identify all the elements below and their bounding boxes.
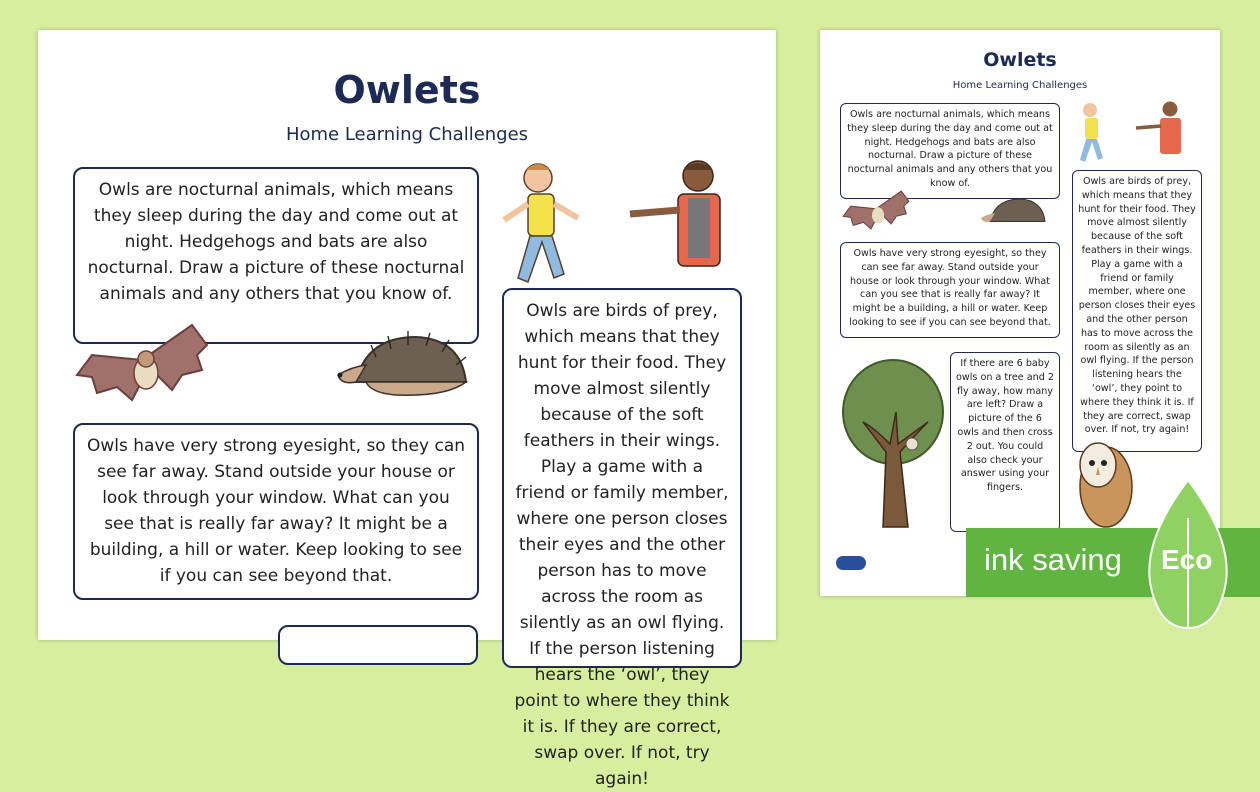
- nocturnal-text-box: Owls are nocturnal animals, which means they sleep during the day and come out at night. Hedgehogs and bats are also nocturnal. Draw a picture of these nocturnal animals and any others that you know of.: [73, 167, 479, 344]
- bottom-box-partial: [278, 625, 478, 665]
- prey-text-box: Owls are birds of prey, which means that they hunt for their food. They move almost silently because of the soft feathers in their wings. Play a game with a friend or family member, where one person closes their eyes and the other person has to move across the room as silently as an owl flying. If the person listening hears the ‘owl’, they point to where they think it is. If they are correct, swap over. If not, try again!: [502, 288, 742, 668]
- page-subtitle-small: Home Learning Challenges: [952, 80, 1088, 91]
- page-title-small: Owlets: [983, 49, 1057, 71]
- twinkl-logo: [836, 556, 866, 570]
- children-illustration-small: [1070, 100, 1195, 170]
- worksheet-page-large: [38, 30, 776, 789]
- owl-illustration: [1070, 425, 1140, 535]
- children-illustration: [498, 158, 748, 298]
- bat-illustration: [72, 315, 212, 410]
- hedgehog-illustration-small: [980, 194, 1050, 234]
- ink-saving-label: ink saving: [984, 542, 1122, 577]
- maths-text-box-small: If there are 6 baby owls on a tree and 2 fly away, how many are left? Draw a picture of the 6 owls and then cross 2 out. You could also check your answer using your fingers.: [950, 352, 1060, 532]
- prey-text-box-small: Owls are birds of prey, which means that they hunt for their food. They move almost silently because of the soft feathers in their wings. Play a game with a friend or family member, where one person closes their eyes and the other person has to move across the room as silently as an owl flying. If the person listening hears the ‘owl’, they point to where they think it is. If they are correct, swap over. If not, try again!: [1072, 170, 1202, 452]
- page-subtitle: Home Learning Challenges: [285, 124, 529, 145]
- nocturnal-text-box-small: Owls are nocturnal animals, which means they sleep during the day and come out at night. Hedgehogs and bats are also nocturnal. Draw a picture of these nocturnal animals and any others that you know of.: [840, 103, 1060, 199]
- eyesight-text-box: Owls have very strong eyesight, so they can see far away. Stand outside your house or look through your window. What can you see that is really far away? It might be a building, a hill or water. Keep looking to see if you can see beyond that.: [73, 423, 479, 600]
- eco-label: Eco: [1161, 544, 1213, 575]
- hedgehog-illustration: [336, 327, 476, 407]
- tree-illustration: [838, 352, 948, 532]
- bat-illustration-small: [838, 186, 914, 234]
- page-title: Owlets: [333, 68, 481, 112]
- eyesight-text-box-small: Owls have very strong eyesight, so they can see far away. Stand outside your house or look through your window. What can you see that is really far away? It might be a building, a hill or water. Keep looking to see if you can see beyond that.: [840, 242, 1060, 338]
